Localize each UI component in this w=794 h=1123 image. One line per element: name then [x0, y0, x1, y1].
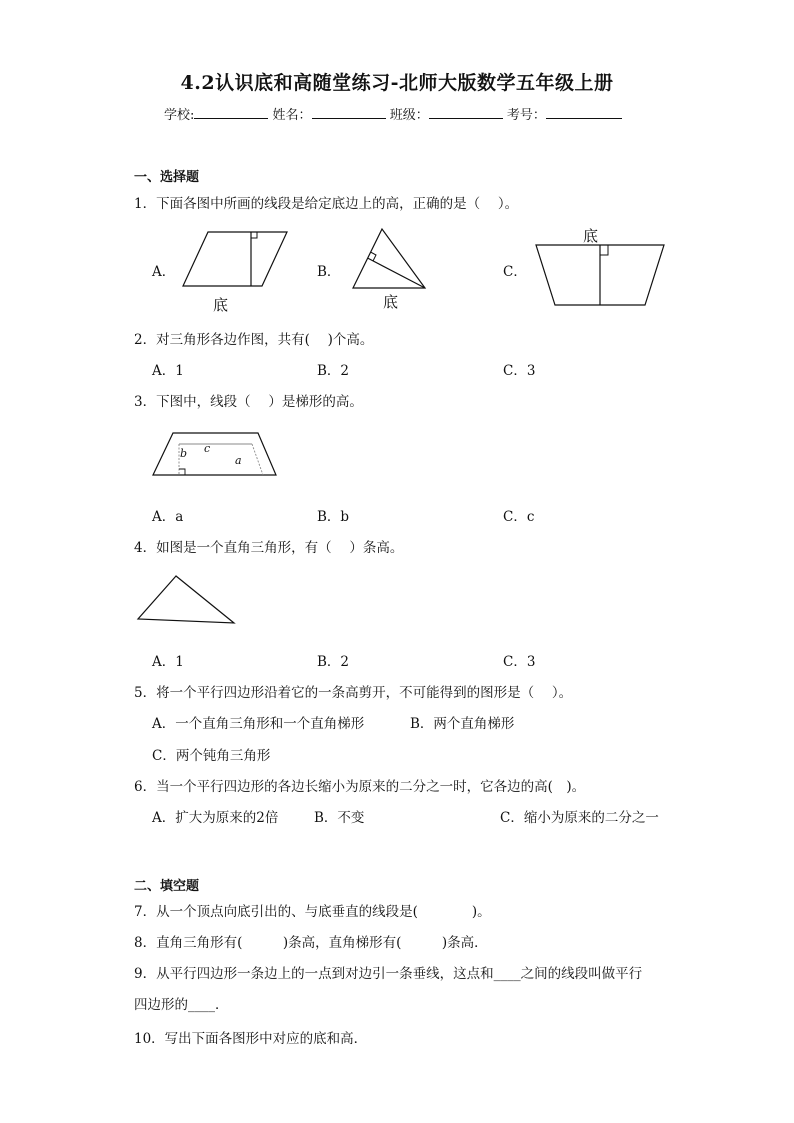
- question-7-text: 7．从一个顶点向底引出的、与底垂直的线段是( )。: [134, 904, 491, 920]
- q3-segment-b-label: b: [180, 447, 188, 460]
- q2-option-c[interactable]: C．3: [503, 363, 536, 379]
- q2-option-a[interactable]: A．1: [152, 363, 184, 379]
- question-2-text: 2．对三角形各边作图，共有( )个高。: [134, 332, 374, 348]
- q5-option-b[interactable]: B．两个直角梯形: [410, 716, 515, 732]
- q3-option-b[interactable]: B．b: [317, 509, 350, 525]
- question-10-text: 10．写出下面各图形中对应的底和高．: [134, 1031, 368, 1047]
- q3-trapezoid-figure: [150, 430, 280, 480]
- q1-option-b-label[interactable]: B．: [317, 264, 341, 280]
- school-label: 学校:: [164, 108, 195, 123]
- school-blank[interactable]: [194, 106, 268, 119]
- q2-option-b[interactable]: B．2: [317, 363, 350, 379]
- page-title: 4.2认识底和高随堂练习-北师大版数学五年级上册: [180, 72, 614, 94]
- question-8-text: 8．直角三角形有( )条高，直角梯形有( )条高．: [134, 935, 488, 951]
- question-9-text-line-1: 9．从平行四边形一条边上的一点到对边引一条垂线，这点和____之间的线段叫做平行: [134, 966, 643, 982]
- q4-option-c[interactable]: C．3: [503, 654, 536, 670]
- q5-option-c[interactable]: C．两个钝角三角形: [152, 748, 271, 764]
- q6-option-a[interactable]: A．扩大为原来的2倍: [152, 810, 279, 826]
- name-blank[interactable]: [312, 106, 386, 119]
- class-blank[interactable]: [429, 106, 503, 119]
- question-6-text: 6．当一个平行四边形的各边长缩小为原来的二分之一时，它各边的高( )。: [134, 779, 586, 795]
- student-info-line: [164, 104, 622, 123]
- q1-c-base-label: 底: [583, 227, 599, 245]
- q4-option-b[interactable]: B．2: [317, 654, 350, 670]
- q3-segment-a-label: a: [235, 454, 242, 467]
- q5-option-a[interactable]: A．一个直角三角形和一个直角梯形: [152, 716, 365, 732]
- question-1-text: 1．下面各图中所画的线段是给定底边上的高，正确的是（ ）。: [134, 196, 519, 212]
- section-fill-heading: 二、填空题: [134, 879, 200, 894]
- q3-option-c[interactable]: C．c: [503, 509, 535, 525]
- q3-segment-c-label: c: [204, 442, 211, 455]
- class-label: 班级：: [389, 108, 429, 123]
- q1-a-base-label: 底: [213, 296, 229, 314]
- q1-triangle-figure: [350, 226, 430, 292]
- q3-option-a[interactable]: A．a: [152, 509, 184, 525]
- number-blank[interactable]: [546, 106, 622, 119]
- q1-parallelogram-figure: [180, 228, 290, 290]
- question-9-text-line-2: 四边形的____．: [134, 997, 229, 1013]
- q4-right-triangle-figure: [136, 574, 238, 626]
- q1-option-a-label[interactable]: A．: [152, 264, 176, 280]
- name-label: 姓名：: [272, 108, 312, 123]
- q1-b-base-label: 底: [383, 293, 399, 311]
- question-3-text: 3．下图中，线段（ ）是梯形的高。: [134, 394, 363, 410]
- number-label: 考号：: [506, 108, 546, 123]
- question-4-text: 4．如图是一个直角三角形，有（ ）条高。: [134, 540, 404, 556]
- q4-option-a[interactable]: A．1: [152, 654, 184, 670]
- section-choice-heading: 一、选择题: [134, 170, 200, 185]
- q6-option-c[interactable]: C．缩小为原来的二分之一: [500, 810, 659, 826]
- q1-option-c-label[interactable]: C．: [503, 264, 527, 280]
- q1-trapezoid-figure: [533, 242, 667, 308]
- question-5-text: 5．将一个平行四边形沿着它的一条高剪开，不可能得到的图形是（ ）。: [134, 685, 573, 701]
- q6-option-b[interactable]: B．不变: [314, 810, 365, 826]
